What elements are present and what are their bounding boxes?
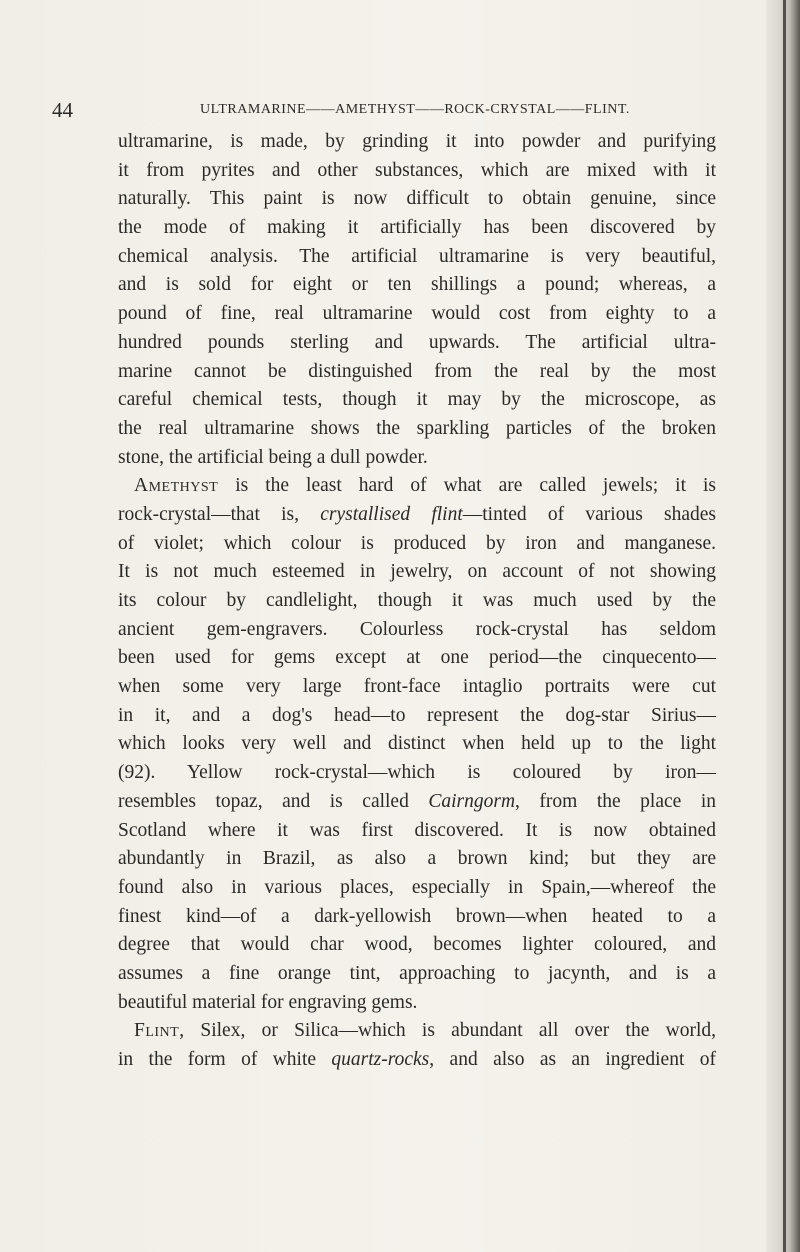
text-line: assumes a fine orange tint, approaching to jacynth, and is a	[118, 962, 716, 984]
text-run: in the form of white	[118, 1049, 332, 1070]
term-flint: Flint	[134, 1020, 180, 1042]
text-line: pound of fine, real ultramarine would cost from eighty to a	[118, 303, 716, 325]
text-line: abundantly in Brazil, as also a brown kind; but they are	[118, 848, 716, 870]
text-run: , from the place in	[515, 790, 716, 812]
text-line: naturally. This paint is now difficult to obtain genuine, since	[118, 188, 716, 210]
text-line	[118, 1046, 716, 1075]
text-line: Scotland where it was first discovered. It is now obtained	[118, 819, 716, 841]
text-run: is the least hard of what are called jewels; it is	[218, 475, 716, 497]
text-line	[118, 501, 716, 530]
text-line: finest kind—of a dark-yellowish brown—when heated to a	[118, 905, 716, 927]
text-line: its colour by candlelight, though it was much used by the	[118, 590, 716, 611]
page-header	[52, 98, 712, 124]
text-run: rock-crystal—that is,	[118, 503, 321, 525]
text-line: and is sold for eight or ten shillings a pound; whereas, a	[118, 274, 716, 296]
text-line: It is not much esteemed in jewelry, on account of not showing	[118, 561, 716, 583]
text-line: been used for gems except at one period—the cinquecento—	[118, 647, 716, 669]
text-line: beautiful material for engraving gems.	[118, 991, 418, 1013]
text-line: the real ultramarine shows the sparkling particles of the broken	[118, 417, 716, 439]
paragraph-start-flint	[118, 1017, 716, 1046]
text-line: stone, the artificial being a dull powder.	[118, 446, 428, 468]
text-line: ultramarine, is made, by grinding it into powder and purifying	[118, 131, 716, 152]
text-run: resembles topaz, and is called	[118, 790, 429, 812]
running-head: ULTRAMARINE——AMETHYST——ROCK-CRYSTAL——FLINT.	[200, 102, 630, 117]
text-line: when some very large front-face intaglio portraits were cut	[118, 676, 716, 698]
text-run: , Silex, or Silica—which is abundant all over the world,	[179, 1020, 716, 1042]
text-line	[118, 788, 716, 817]
text-line: found also in various places, especially in Spain,—whereof the	[118, 876, 716, 898]
text-line: the mode of making it artificially has been discovered by	[118, 217, 716, 239]
text-line: marine cannot be distinguished from the real by the most	[118, 360, 716, 382]
text-line: hundred pounds sterling and upwards. The artificial ultra-	[118, 331, 716, 353]
body-text	[118, 128, 716, 1075]
italic-term: Cairngorm	[428, 790, 516, 812]
text-line: (92). Yellow rock-crystal—which is coloured by iron—	[118, 762, 716, 784]
text-line: ancient gem-engravers. Colourless rock-crystal has seldom	[118, 618, 716, 640]
paragraph-start-amethyst	[118, 472, 716, 501]
page-number: 44	[52, 98, 73, 122]
page-edge-line	[783, 0, 786, 1252]
italic-term: crystallised flint	[320, 503, 463, 525]
text-line: chemical analysis. The artificial ultramarine is very beautiful,	[118, 245, 716, 267]
text-line: in it, and a dog's head—to represent the dog-star Sirius—	[118, 704, 716, 726]
italic-term: quartz-rocks	[331, 1049, 430, 1070]
text-line: of violet; which colour is produced by iron and manganese.	[118, 532, 716, 554]
text-line: careful chemical tests, though it may by the microscope, as	[118, 389, 716, 411]
term-amethyst: Amethyst	[134, 475, 219, 497]
text-line: degree that would char wood, becomes lighter coloured, and	[118, 934, 716, 956]
text-run: —tinted of various shades	[462, 503, 716, 525]
text-run: , and also as an ingredient of	[429, 1049, 717, 1070]
text-line: which looks very well and distinct when held up to the light	[118, 733, 716, 755]
text-line: it from pyrites and other substances, which are mixed with it	[118, 159, 716, 181]
